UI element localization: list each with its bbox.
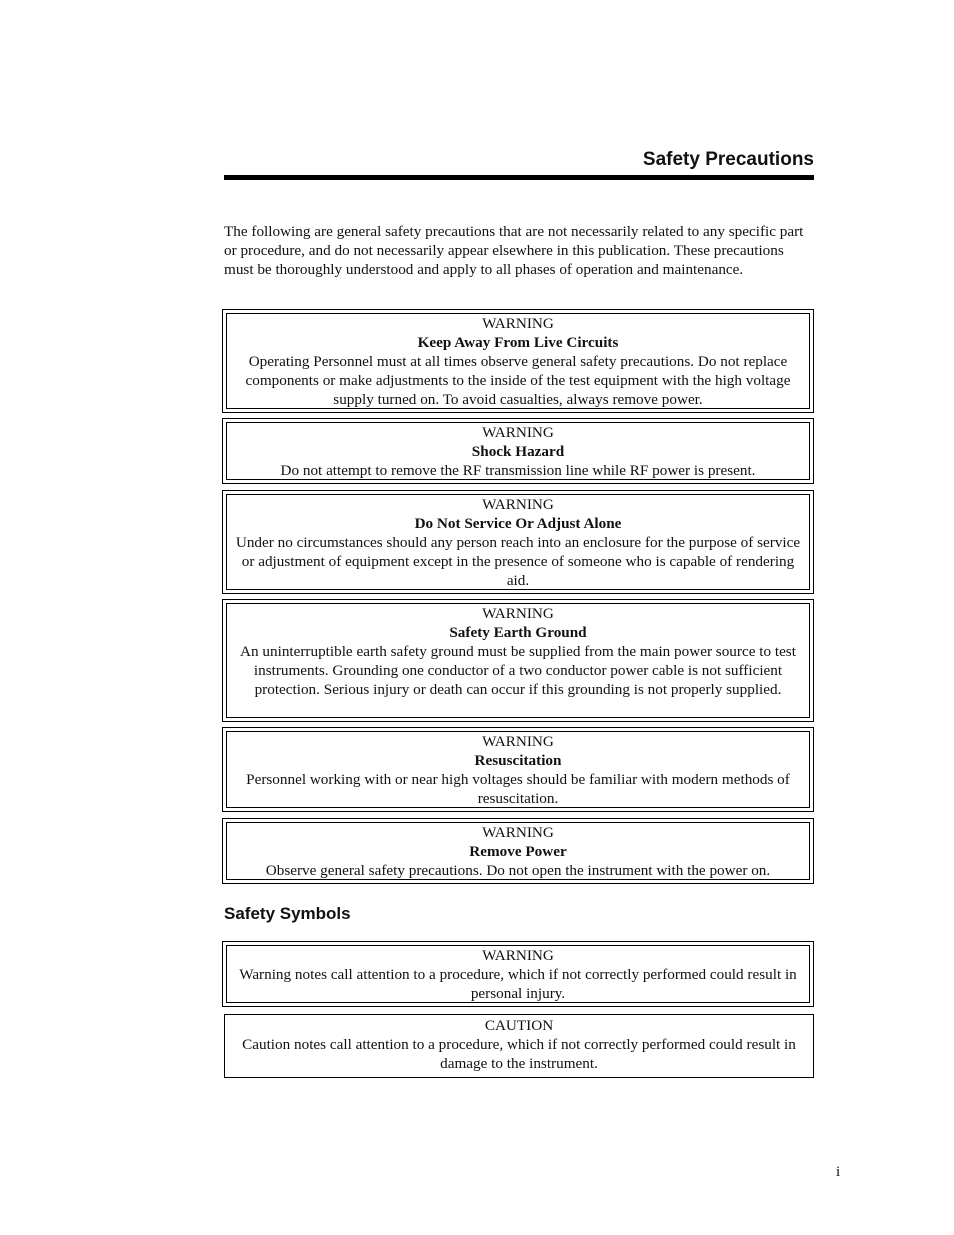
warning-type-label: WARNING (482, 424, 554, 441)
intro-paragraph: The following are general safety precautions that are not necessarily related to any specific part or procedure, and do not necessarily appear elsewhere in this publication. These precautions must be thoroughly understood and apply to all phases of operation and maintenance. (224, 223, 804, 278)
page-number: i (836, 1164, 841, 1180)
warning-box-live-circuits (222, 309, 814, 413)
warning-body: Under no circumstances should any person reach into an enclosure for the purpose of service or adjustment of equipment except in the presence of someone who is capable of rendering aid. (235, 534, 801, 589)
warning-type-label: WARNING (482, 605, 554, 622)
warning-box-inner (226, 422, 810, 480)
warning-box-inner (226, 731, 810, 808)
warning-type-label: WARNING (482, 824, 554, 841)
warning-title: Keep Away From Live Circuits (417, 334, 619, 351)
warning-title: Resuscitation (474, 752, 562, 769)
warning-body: Do not attempt to remove the RF transmission line while RF power is present. (280, 462, 756, 479)
warning-title: Do Not Service Or Adjust Alone (414, 515, 622, 532)
warning-box-inner (226, 822, 810, 880)
symbol-caution-body: Caution notes call attention to a procedure, which if not correctly performed could result in damage to the instrument. (242, 1036, 796, 1072)
warning-box-inner (226, 313, 810, 409)
symbol-warning-box (222, 941, 814, 1007)
warning-body: Personnel working with or near high voltages should be familiar with modern methods of resuscitation. (246, 771, 790, 807)
warning-type-label: WARNING (482, 496, 554, 513)
warning-type-label: WARNING (482, 315, 554, 332)
warning-box-inner (226, 603, 810, 718)
warning-box-earth-ground (222, 599, 814, 722)
safety-symbols-heading: Safety Symbols (224, 904, 351, 923)
warning-title: Shock Hazard (471, 443, 565, 460)
symbol-caution-label: CAUTION (484, 1017, 554, 1034)
warning-body: Observe general safety precautions. Do not open the instrument with the power on. (265, 862, 771, 879)
warning-box-remove-power (222, 818, 814, 884)
warning-body: Operating Personnel must at all times observe general safety precautions. Do not replace components or make adjustments to the inside of the test equipment with the high voltage supply turned on. To avoid casualties, always remove power. (245, 353, 791, 408)
warning-box-shock-hazard (222, 418, 814, 484)
warning-box-service-alone (222, 490, 814, 594)
symbol-caution-box-inner (225, 1015, 813, 1077)
symbol-warning-body: Warning notes call attention to a procedure, which if not correctly performed could result in personal injury. (239, 966, 797, 1002)
warning-type-label: WARNING (482, 733, 554, 750)
symbol-caution-box (224, 1014, 814, 1078)
symbol-warning-box-inner (226, 945, 810, 1003)
title-rule (224, 175, 814, 180)
warning-box-resuscitation (222, 727, 814, 812)
warning-body: An uninterruptible earth safety ground must be supplied from the main power source to test instruments. Grounding one conductor of a two conductor power cable is not sufficient protection. Serious injury or death can occur if this grounding is not properly supplied. (240, 643, 796, 698)
warning-title: Safety Earth Ground (449, 624, 587, 641)
symbol-warning-label: WARNING (482, 947, 554, 964)
warning-box-inner (226, 494, 810, 590)
warning-title: Remove Power (469, 843, 567, 860)
page-title: Safety Precautions (642, 149, 814, 170)
